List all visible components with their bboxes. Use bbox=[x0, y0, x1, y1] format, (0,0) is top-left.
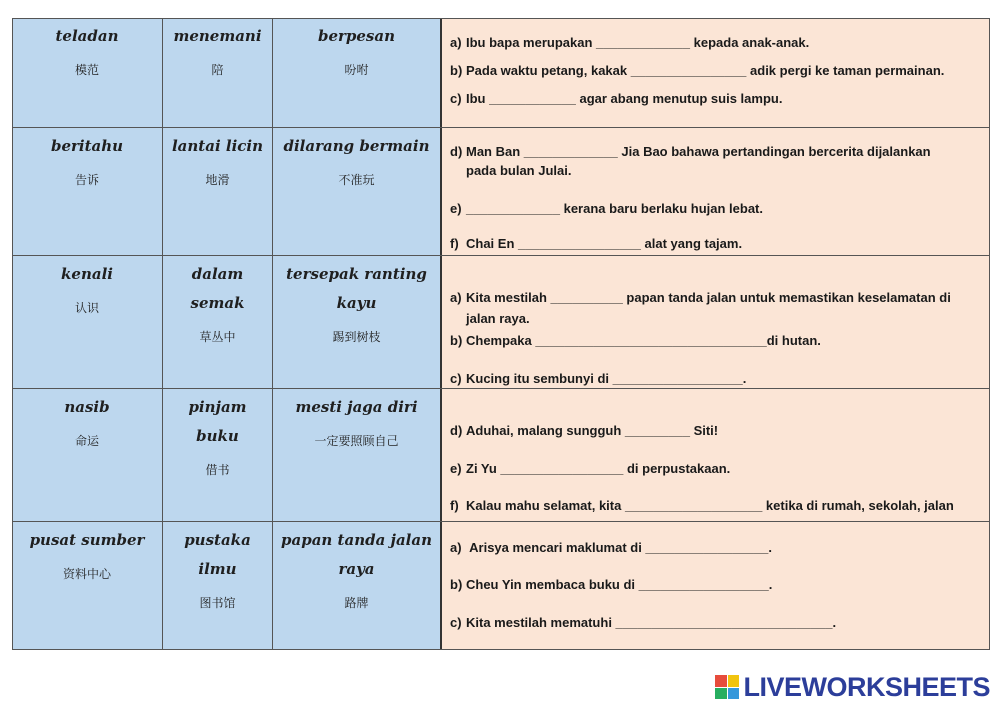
sentence-text: Chai En _________________ alat yang tajam. bbox=[466, 236, 743, 251]
vocab-group bbox=[12, 522, 442, 650]
sentence-text: Aduhai, malang sungguh _________ Siti! bbox=[466, 423, 719, 438]
table-row bbox=[12, 389, 990, 521]
sentence[interactable] bbox=[450, 144, 931, 159]
sentence[interactable] bbox=[450, 423, 718, 438]
sentence-label: c) bbox=[450, 371, 462, 386]
worksheet-table bbox=[12, 18, 990, 650]
vocab-word: kenali bbox=[61, 265, 113, 283]
sentence[interactable] bbox=[450, 615, 836, 630]
vocab-word: lantai licin bbox=[171, 137, 264, 155]
sentence-text: Kalau mahu selamat, kita ___________________ ketika di rumah, sekolah, jalan bbox=[466, 498, 954, 513]
vocab-translation: 路牌 bbox=[344, 596, 369, 610]
sentence[interactable] bbox=[450, 333, 821, 348]
sentence-label: a) bbox=[450, 540, 462, 555]
sentence-label: b) bbox=[450, 333, 463, 348]
vocab-cell bbox=[12, 18, 163, 127]
sentence[interactable] bbox=[450, 290, 951, 305]
vocab-cell bbox=[273, 522, 442, 650]
vocab-word: papan tanda jalan raya bbox=[281, 531, 432, 578]
vocab-cell bbox=[163, 522, 273, 650]
sentence-text: _____________ kerana baru berlaku hujan lebat. bbox=[466, 201, 764, 216]
vocab-word: teladan bbox=[55, 27, 119, 45]
vocab-word: menemani bbox=[173, 27, 262, 45]
sentence[interactable] bbox=[450, 498, 954, 513]
vocab-word: pusat sumber bbox=[29, 531, 145, 549]
sentence-text: Arisya mencari maklumat di _________________. bbox=[466, 540, 772, 555]
sentence-label: b) bbox=[450, 577, 463, 592]
vocab-translation: 认识 bbox=[74, 301, 99, 315]
sentence-text: Man Ban _____________ Jia Bao bahawa pertandingan bercerita dijalankan bbox=[466, 144, 931, 159]
vocab-translation: 陪 bbox=[211, 63, 224, 77]
vocab-cell bbox=[273, 389, 442, 521]
vocab-cell bbox=[273, 18, 442, 127]
table-row bbox=[12, 18, 990, 127]
vocab-word: mesti jaga diri bbox=[295, 398, 418, 416]
sentence-continuation: pada bulan Julai. bbox=[466, 163, 572, 178]
sentence-label: f) bbox=[450, 498, 459, 513]
vocab-translation: 地滑 bbox=[205, 173, 230, 187]
logo-square bbox=[715, 675, 727, 687]
sentence[interactable] bbox=[450, 461, 730, 476]
sentence-label: c) bbox=[450, 615, 462, 630]
vocab-cell bbox=[12, 389, 163, 521]
vocab-word: pustaka ilmu bbox=[184, 531, 251, 578]
vocab-group bbox=[12, 128, 442, 255]
vocab-translation: 草丛中 bbox=[199, 330, 236, 344]
vocab-translation: 一定要照顾自己 bbox=[314, 434, 399, 448]
vocab-cell bbox=[12, 256, 163, 388]
logo-square bbox=[728, 688, 740, 700]
vocab-group bbox=[12, 389, 442, 521]
sentence-text: Ibu bapa merupakan _____________ kepada anak-anak. bbox=[466, 35, 810, 50]
sentence-text: Kita mestilah __________ papan tanda jalan untuk memastikan keselamatan di bbox=[466, 290, 951, 305]
sentence-label: c) bbox=[450, 91, 462, 106]
sentence[interactable] bbox=[450, 63, 944, 78]
brand-name: LIVEWORKSHEETS bbox=[743, 671, 990, 702]
sentence-label: b) bbox=[450, 63, 463, 78]
vocab-translation: 命运 bbox=[74, 434, 99, 448]
liveworksheets-logo bbox=[715, 673, 990, 701]
sentence[interactable] bbox=[450, 540, 772, 555]
exercise-group bbox=[442, 389, 990, 521]
sentence-label: e) bbox=[450, 461, 462, 476]
vocab-translation: 图书馆 bbox=[199, 596, 236, 610]
exercise-group bbox=[442, 256, 990, 388]
sentence-text: Kita mestilah mematuhi ______________________________. bbox=[466, 615, 837, 630]
vocab-cell bbox=[273, 256, 442, 388]
sentence-text: Cheu Yin membaca buku di __________________. bbox=[466, 577, 773, 592]
sentence-text: Ibu ____________ agar abang menutup suis lampu. bbox=[466, 91, 783, 106]
sentence-label: e) bbox=[450, 201, 462, 216]
vocab-cell bbox=[163, 18, 273, 127]
sentence[interactable] bbox=[450, 577, 772, 592]
logo-square bbox=[728, 675, 740, 687]
sentence-label: d) bbox=[450, 144, 463, 159]
vocab-cell bbox=[163, 128, 273, 255]
sentence-text: Zi Yu _________________ di perpustakaan. bbox=[466, 461, 731, 476]
vocab-word: dalam semak bbox=[190, 265, 245, 312]
sentence-text: Kucing itu sembunyi di __________________. bbox=[466, 371, 747, 386]
sentence-label: f) bbox=[450, 236, 459, 251]
vocab-group bbox=[12, 18, 442, 127]
table-row bbox=[12, 128, 990, 255]
sentence-label: a) bbox=[450, 35, 462, 50]
exercise-group bbox=[442, 128, 990, 255]
logo-square bbox=[715, 688, 727, 700]
vocab-translation: 借书 bbox=[205, 463, 230, 477]
sentence[interactable] bbox=[450, 236, 742, 251]
exercise-group bbox=[442, 18, 990, 127]
vocab-translation: 模范 bbox=[74, 63, 99, 77]
sentence-text: Pada waktu petang, kakak ________________ adik pergi ke taman permainan. bbox=[466, 63, 945, 78]
sentence-continuation: jalan raya. bbox=[466, 311, 530, 326]
vocab-word: tersepak ranting kayu bbox=[286, 265, 427, 312]
vocab-translation: 不准玩 bbox=[338, 173, 375, 187]
table-row bbox=[12, 522, 990, 650]
vocab-word: pinjam buku bbox=[188, 398, 247, 445]
vocab-cell bbox=[12, 522, 163, 650]
vocab-cell bbox=[163, 256, 273, 388]
sentence[interactable] bbox=[450, 371, 746, 386]
vocab-cell bbox=[12, 128, 163, 255]
sentence[interactable] bbox=[450, 201, 763, 216]
sentence-label: d) bbox=[450, 423, 463, 438]
vocab-group bbox=[12, 256, 442, 388]
vocab-word: beritahu bbox=[50, 137, 124, 155]
vocab-translation: 告诉 bbox=[74, 173, 99, 187]
vocab-word: dilarang bermain bbox=[283, 137, 430, 155]
vocab-translation: 资料中心 bbox=[62, 567, 111, 581]
table-row bbox=[12, 256, 990, 388]
vocab-cell bbox=[163, 389, 273, 521]
vocab-translation: 踢到树枝 bbox=[332, 330, 381, 344]
liveworksheets-icon bbox=[715, 675, 739, 699]
sentence[interactable] bbox=[450, 35, 809, 50]
vocab-word: berpesan bbox=[317, 27, 396, 45]
sentence-text: Chempaka ________________________________di hutan. bbox=[466, 333, 821, 348]
vocab-cell bbox=[273, 128, 442, 255]
vocab-word: nasib bbox=[64, 398, 110, 416]
exercise-group bbox=[442, 522, 990, 650]
vocab-translation: 吩咐 bbox=[344, 63, 369, 77]
sentence[interactable] bbox=[450, 91, 782, 106]
sentence-label: a) bbox=[450, 290, 462, 305]
